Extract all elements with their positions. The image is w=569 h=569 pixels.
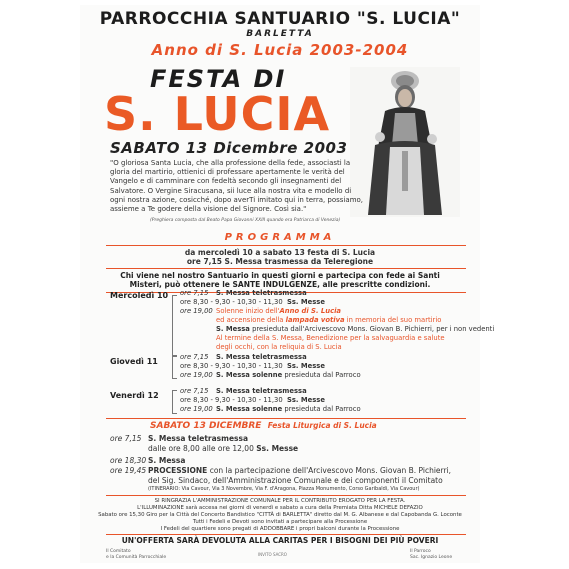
parish-priest-signature: Il Parroco Sac. Ignazio Leone xyxy=(410,549,453,560)
schedule-line: ore 18,30 S. Messa xyxy=(110,456,186,465)
schedule-line: S. Messa presieduta dall'Arcivescovo Mons. Giovan B. Pichierri, per i non vedenti xyxy=(216,325,495,333)
divider xyxy=(106,268,466,269)
schedule-line: ore 8,30 - 9,30 - 10,30 - 11,30 Ss. Messe xyxy=(180,298,325,306)
program-intro-2: ore 7,15 S. Messa trasmessa da Teleregione xyxy=(186,257,374,266)
festa-heading: FESTA DI xyxy=(150,65,287,93)
prayer-text: "O gloriosa Santa Lucia, che alla professione della fede, associasti la gloria del martirio, ottienici di professare apertamente le verità del Vangelo e di camminare con fedeltà secondo gli insegnamenti del Salvatore. O Vergine Siracusana, sii luce alla nostra vita e modello di ogni nostra azione, cosicché, dopo averTi imitato qui in terra, possiamo, assieme a Te godere della visione del Signore. Così sia." xyxy=(110,159,364,214)
schedule-line: dalle ore 8,00 alle ore 12,00 Ss. Messe xyxy=(148,444,299,453)
schedule-line: ore 19,00 S. Messa solenne presieduta dal Parroco xyxy=(180,405,361,413)
brace xyxy=(172,355,177,379)
schedule-line: degli occhi, con la reliquia di S. Lucia xyxy=(216,343,342,351)
day-label-giovedi: Giovedì 11 xyxy=(110,357,158,366)
schedule-line: Al termine della S. Messa, Benedizione per la salvaguardia e salute xyxy=(216,334,445,342)
sabato-heading: SABATO 13 DICEMBRE Festa Liturgica di S. Lucia xyxy=(150,421,377,431)
poster xyxy=(80,5,495,563)
indulgence-line-2: Misteri, può ottenere le SANTE INDULGENZE, alle prescritte condizioni. xyxy=(129,280,431,289)
program-intro-1: da mercoledì 10 a sabato 13 festa di S. Lucia xyxy=(184,248,376,257)
thanks-line: SI RINGRAZIA L'AMMINISTRAZIONE COMUNALE PER IL CONTRIBUTO EROGATO PER LA FESTA. xyxy=(154,498,406,504)
divider xyxy=(106,534,466,535)
divider xyxy=(106,245,466,246)
band-line: Sabato ore 15,30 Giro per la Città del Concerto Bandistico "CITTÀ di BARLETTA" diretto dal M. G. Albanese e dal Capobanda G. Loconte xyxy=(98,512,462,518)
schedule-line: ore 7,15 S. Messa teletrasmessa xyxy=(180,387,307,395)
schedule-line: ore 19,00 Solenne inizio dell'Anno di S. Lucia xyxy=(180,307,342,315)
city-name: BARLETTA xyxy=(246,29,314,39)
brace xyxy=(172,295,177,357)
parish-title: PARROCCHIA SANTUARIO "S. LUCIA" xyxy=(99,9,461,29)
saint-name: S. LUCIA xyxy=(104,87,331,141)
day-label-mercoledi: Mercoledì 10 xyxy=(110,291,169,300)
invitation-line: Tutti i Fedeli e Devoti sono invitati a partecipare alla Processione xyxy=(192,519,368,525)
decoration-line: I Fedeli del quartiere sono pregati di ADDOBBARE i propri balconi durante la Processione xyxy=(160,526,400,532)
event-date: SABATO 13 Dicembre 2003 xyxy=(110,139,348,157)
program-heading: PROGRAMMA xyxy=(224,232,336,243)
indulgence-line-1: Chi viene nel nostro Santuario in questi giorni e partecipa con fede ai Santi xyxy=(120,271,440,280)
schedule-line: ore 7,15 S. Messa teletrasmessa xyxy=(180,353,307,361)
schedule-line: ore 7,15 S. Messa teletrasmessa xyxy=(110,434,249,443)
schedule-line: ore 8,30 - 9,30 - 10,30 - 11,30 Ss. Messe xyxy=(180,396,325,404)
schedule-line: ore 7,15 S. Messa teletrasmessa xyxy=(180,289,307,297)
divider xyxy=(106,495,466,496)
itinerary: (ITINERARIO: Via Cavour, Via 3 Novembre, Via F. d'Aragona, Piazza Monumento, Corso Garibaldi, Via Cavour) xyxy=(148,486,420,492)
schedule-line: ed accensione della lampada votiva in memoria del suo martirio xyxy=(216,316,442,324)
committee-signature: Il Comitato e la Comunità Parrocchiale xyxy=(106,549,167,560)
divider xyxy=(106,418,466,419)
illumination-line: L'ILLUMINAZIONE sarà accesa nei giorni di venerdì e sabato a cura della Premiata Ditta MICHELE DEFAZIO xyxy=(137,505,423,511)
schedule-line: ore 8,30 - 9,30 - 10,30 - 11,30 Ss. Messe xyxy=(180,362,325,370)
schedule-line: ore 19,45 PROCESSIONE con la partecipazione dell'Arcivescovo Mons. Giovan B. Pichierri, xyxy=(110,466,452,475)
schedule-line: ore 19,00 S. Messa solenne presieduta dal Parroco xyxy=(180,371,361,379)
day-label-venerdi: Venerdì 12 xyxy=(110,391,159,400)
offering-line: UN'OFFERTA SARÀ DEVOLUTA ALLA CARITAS PER I BISOGNI DEI PIÙ POVERI xyxy=(121,536,439,545)
year-title: Anno di S. Lucia 2003-2004 xyxy=(151,41,409,59)
prayer-note: (Preghiera composta dal Beato Papa Giovanni XXIII quando era Patriarca di Venezia) xyxy=(150,218,341,223)
schedule-line: del Sig. Sindaco, dell'Amministrazione Comunale e dei componenti il Comitato xyxy=(148,476,443,485)
brace xyxy=(172,390,177,414)
invito-sacro: INVITO SACRO xyxy=(258,552,287,557)
